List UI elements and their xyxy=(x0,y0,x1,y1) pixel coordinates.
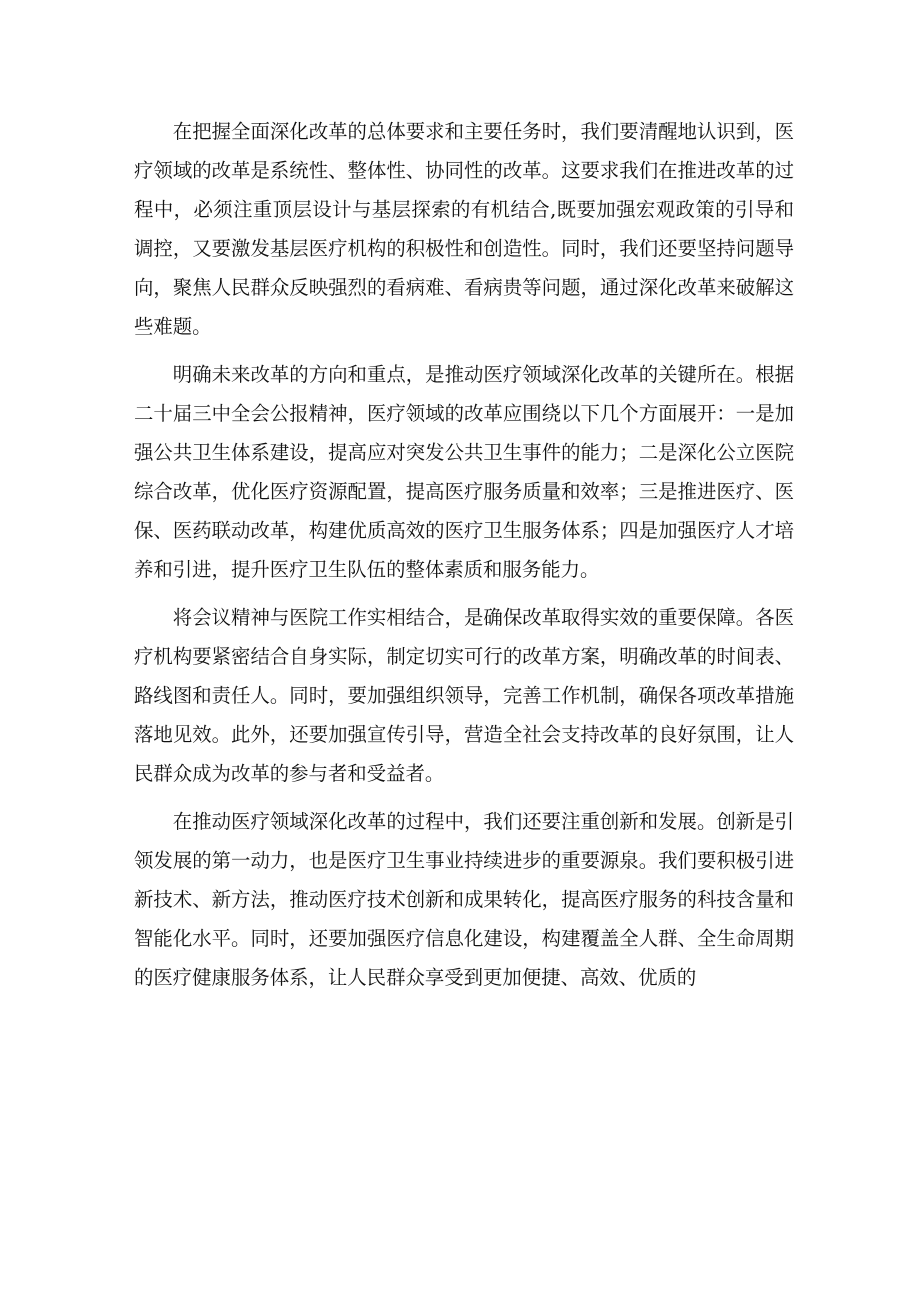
paragraph-4: 在推动医疗领域深化改革的过程中，我们还要注重创新和发展。创新是引领发展的第一动力，也是医疗卫生事业持续进步的重要源泉。我们要积极引进新技术、新方法，推动医疗技术创新和成果转化，提高医疗服务的科技含量和智能化水平。同时，还要加强医疗信息化建设，构建覆盖全人群、全生命周期的医疗健康服务体系，让人民群众享受到更加便捷、高效、优质的 xyxy=(134,810,794,989)
paragraph-3: 将会议精神与医院工作实相结合，是确保改革取得实效的重要保障。各医疗机构要紧密结合自身实际，制定切实可行的改革方案，明确改革的时间表、路线图和责任人。同时，要加强组织领导，完善工作机制，确保各项改革措施落地见效。此外，还要加强宣传引导，营造全社会支持改革的良好氛围，让人民群众成为改革的参与者和受益者。 xyxy=(134,606,794,785)
document-body xyxy=(134,112,794,1006)
paragraph-2: 明确未来改革的方向和重点，是推动医疗领域深化改革的关键所在。根据二十届三中全会公报精神，医疗领域的改革应围绕以下几个方面展开：一是加强公共卫生体系建设，提高应对突发公共卫生事件的能力；二是深化公立医院综合改革，优化医疗资源配置，提高医疗服务质量和效率；三是推进医疗、医保、医药联动改革，构建优质高效的医疗卫生服务体系；四是加强医疗人才培养和引进，提升医疗卫生队伍的整体素质和服务能力。 xyxy=(134,363,794,581)
paragraph-1: 在把握全面深化改革的总体要求和主要任务时，我们要清醒地认识到，医疗领域的改革是系统性、整体性、协同性的改革。这要求我们在推进改革的过程中，必须注重顶层设计与基层探索的有机结合,既要加强宏观政策的引导和调控，又要激发基层医疗机构的积极性和创造性。同时，我们还要坚持问题导向，聚焦人民群众反映强烈的看病难、看病贵等问题，通过深化改革来破解这些难题。 xyxy=(134,120,794,338)
